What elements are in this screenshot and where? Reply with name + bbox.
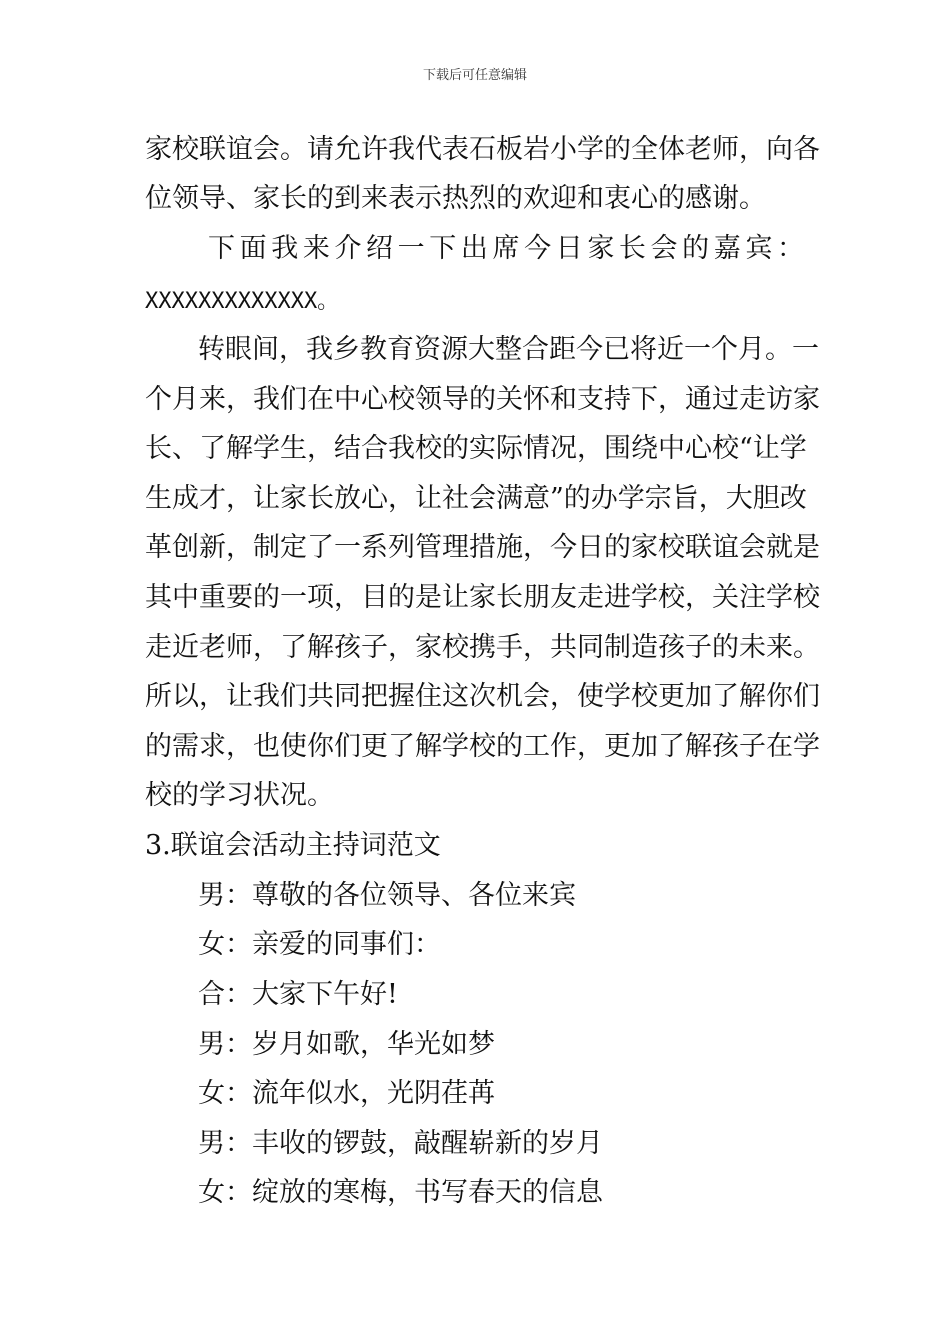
paragraph-line: 校的学习状况。	[145, 780, 334, 811]
paragraph-line: 走近老师，了解孩子，家校携手，共同制造孩子的未来。	[145, 632, 820, 663]
guest-intro-char: ：	[776, 233, 804, 264]
guest-intro-char: 的	[682, 233, 710, 264]
paragraph-line: 转眼间，我乡教育资源大整合距今已将近一个月。一	[198, 334, 819, 365]
guest-intro-char: 会	[650, 233, 678, 264]
guest-intro-char: 绍	[366, 233, 394, 264]
guest-intro-char: 嘉	[713, 233, 741, 264]
guest-intro-char: 介	[334, 233, 362, 264]
dialogue-line: 女：流年似水，光阴荏苒	[198, 1078, 495, 1109]
paragraph-line: 位领导、家长的到来表示热烈的欢迎和衷心的感谢。	[145, 183, 766, 214]
guest-intro-line	[208, 233, 804, 265]
guest-intro-char: 我	[271, 233, 299, 264]
guest-intro-char: 席	[492, 233, 520, 264]
dialogue-line: 女：绽放的寒梅，书写春天的信息	[198, 1177, 603, 1208]
paragraph-line: 其中重要的一项，目的是让家长朋友走进学校，关注学校	[145, 582, 820, 613]
dialogue-line: 男：丰收的锣鼓，敲醒崭新的岁月	[198, 1128, 603, 1159]
guest-intro-char: 面	[239, 233, 267, 264]
section-title: 3.联谊会活动主持词范文	[145, 830, 441, 861]
paragraph-line: 个月来，我们在中心校领导的关怀和支持下，通过走访家	[145, 384, 820, 415]
guest-intro-char: 来	[302, 233, 330, 264]
guest-intro-char: 下	[429, 233, 457, 264]
guest-intro-char: 家	[587, 233, 615, 264]
paragraph-line: 生成才，让家长放心，让社会满意”的办学宗旨，大胆改	[145, 483, 807, 514]
page-header: 下载后可任意编辑	[422, 68, 527, 83]
guest-intro-char: 一	[397, 233, 425, 264]
paragraph-line: 的需求，也使你们更了解学校的工作，更加了解孩子在学	[145, 731, 820, 762]
paragraph-line: 革创新，制定了一系列管理措施，今日的家校联谊会就是	[145, 532, 820, 563]
guest-intro-char: 今	[524, 233, 552, 264]
dialogue-line: 合：大家下午好!	[198, 979, 398, 1010]
dialogue-line: 女：亲爱的同事们：	[198, 929, 441, 960]
dialogue-line: 男：尊敬的各位领导、各位来宾	[198, 880, 576, 911]
paragraph-line: 家校联谊会。请允许我代表石板岩小学的全体老师，向各	[145, 134, 820, 165]
guest-intro-char: 出	[460, 233, 488, 264]
guest-intro-char: 宾	[745, 233, 773, 264]
guest-placeholder: XXXXXXXXXXXXX。	[145, 289, 340, 314]
paragraph-line: 长、了解学生，结合我校的实际情况，围绕中心校“让学	[145, 433, 807, 464]
paragraph-line: 所以，让我们共同把握住这次机会，使学校更加了解你们	[145, 681, 820, 712]
guest-intro-char: 长	[618, 233, 646, 264]
dialogue-line: 男：岁月如歌，华光如梦	[198, 1029, 495, 1060]
guest-intro-char: 日	[555, 233, 583, 264]
guest-intro-char: 下	[208, 233, 235, 264]
